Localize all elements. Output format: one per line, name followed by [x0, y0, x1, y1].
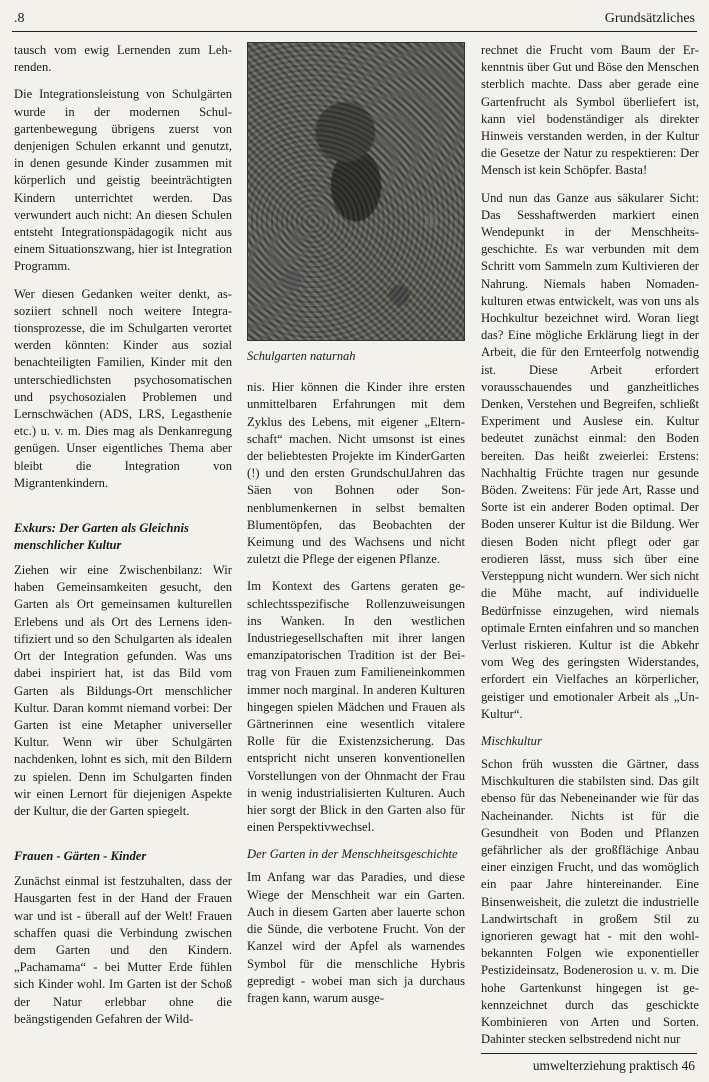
paragraph: Im Kontext des Gartens geraten geschlechtsspezifische Rollenzuweisungen ins Wanken. In den westlichen Industriegesellschaften mit ihrer langen emanzipatorischen Tradition ist der Beitrag von Frauen zum Familieneinkommen immer noch marginal. In anderen Kulturen hingegen spielen Mädchen und Frauen als Gärtnerinnen eine wesentlich vitalere Rolle für die Existenzsicherung. Das entspricht nicht unseren konventionellen Vorstellungen von der Ohnmacht der Frau in wenig industrialisierten Kulturen. Auch hier sorgt der Blick in den Garten also für einen Perspektivwechsel. [247, 579, 465, 835]
paragraph: Und nun das Ganze aus säkularer Sicht: Das Sesshaftwerden markiert einen Wendepunkt in der Menschheitsgeschichte. Es war verbunden mit dem Schritt vom Sammeln zum Kultivieren der Nahrung. Niemals haben Nomadenkulturen etwas entwickelt, was von uns als Hochkultur bezeichnet wird. Woran liegt das? Eine mögliche Erklärung liegt in der Arbeit, die für den Ernteerfolg notwendig ist. Diese Arbeit erfordert vorausschauendes und ganzheitliches Denken, Verstehen und Begreifen, schließt Experiment und Auslese ein. Kultur bedeutet zunächst einmal: den Boden bereiten. Das heißt zweierlei: Erstens: Nachhaltig Früchte tragen nur gesunde Böden. Zweitens: Für jede Art, Rasse und Sorte ist ein anderer Boden optimal. Der Boden unserer Kultur ist die Bildung. Wer diesen Boden nicht pflegt oder gar erodieren lässt, muss sich über eine Versteppung nicht wundern. Wer sich nicht die Mühe macht, auf individuelle Bedürfnisse einzugehen, wird niemals optimale Ernten einfahren und so manchen Verlust riskieren. Kultur ist die Abkehr vom Weg des geringsten Widerstandes, erfordert ein Vielfaches an körperlicher, geistiger und emotionaler Arbeit als „Un-Kultur“. [481, 190, 699, 721]
footer-publication: umwelterziehung praktisch 46 [532, 1058, 695, 1073]
photo-texture [248, 43, 464, 340]
garden-photo [247, 42, 465, 341]
section-heading-exkurs: Exkurs: Der Garten als Gleichnis menschlicher Kultur [14, 521, 189, 553]
photo-caption: Schulgarten naturnah [247, 349, 356, 363]
footer-rule [481, 1053, 697, 1054]
section-heading-frauen: Frauen - Gärten - Kinder [14, 849, 147, 864]
paragraph: nis. Hier können die Kinder ihre ersten unmittelbaren Erfahrungen mit dem Zyklus des Lebens, mit eigener „Elternschaft“ machen. Nicht umsonst ist eines der beliebtesten Projekte im KinderGarten (!) und den ersten GrundschulJahren das Säen von Bohnen oder Sonnenblumenkernen in selbst bemalten Blumentöpfen, das Beobachten der Keimung und des Wachsens und nicht zuletzt die Pflege der eigenen Pflanze. [247, 380, 465, 567]
paragraph: Im Anfang war das Paradies, und diese Wiege der Menschheit war ein Garten. Auch in diesem Garten aber lauerte schon die Sünde, die verbotene Frucht. Von der Kanzel wird der Apfel als warnendes Symbol für die menschliche Hybris gepredigt - wobei man sich ja durchaus fragen kann, warum ausge- [247, 870, 465, 1005]
paragraph: Schon früh wussten die Gärtner, dass Mischkulturen die stabilsten sind. Das gilt ebenso für das Nebeneinander wie für das Nacheinander. Nichts ist für die Gesundheit von Boden und Pflanzen gefährlicher als der großflächige Anbau einer einzigen Frucht, und das womöglich ein paar Jahre hintereinander. Eine Binsenweisheit, die zuletzt die industrielle Landwirtschaft in großem Stil zu ignorieren gewagt hat - mit den wohlbekannten Folgen wie exponentieller Pestizideinsatz, Bodenerosion u. v. m. Die hohe Gartenkunst hingegen ist gekennzeichnet durch das geschickte Kombinieren von Arten und Sorten. Dahinter stecken selbstredend nicht nur [481, 756, 699, 1047]
paragraph: tausch vom ewig Lernenden zum Lehrenden. [14, 43, 232, 75]
section-heading-mischkultur: Mischkultur [481, 733, 542, 748]
column-right [481, 42, 699, 1058]
header-rule [12, 31, 697, 32]
section-heading-menschheit: Der Garten in der Menschheitsgeschichte [247, 847, 458, 862]
column-middle [247, 42, 465, 1017]
column-left [14, 42, 232, 1038]
running-head: Grundsätzliches [604, 11, 695, 26]
paragraph: Zunächst einmal ist festzuhalten, dass der Hausgarten fest in der Hand der Frauen war und ist - überall auf der Welt! Frauen schaffen quasi die Verbindung zwischen dem Garten und den Kindern. „Pachamama“ - bei Mutter Erde fühlen sich Kinder wohl. Im Garten ist der Schoß der Natur erlebbar ohne die beängstigenden Gefahren der Wild- [14, 874, 232, 1026]
paragraph: Ziehen wir eine Zwischenbilanz: Wir haben Gemeinsamkeiten gesucht, den Garten als Ort gemeinsamen kulturellen Erlebens und als Ort des Lernens identifiziert und so den Schulgarten als idealen Ort der Integration gefunden. Was uns dabei inspiriert hat, ist das Bild vom Garten als Bildungs-Ort menschlicher Kultur. Daran kommt niemand vorbei: Der Garten ist eine Metapher universeller Kultur. Wenn wir über Schulgärten nachdenken, lohnt es sich, mit den Bildern zu spielen. Denn im Schulgarten finden wir einen Lernort für diejenigen Aspekte der Kultur, die der Garten spiegelt. [14, 563, 232, 818]
paragraph: Die Integrationsleistung von Schulgärten wurde in der modernen Schulgartenbewegung übrigens zuerst von denjenigen Schulen erkannt und genutzt, in denen gesunde Kinder zusammen mit körperlich und geistig beeinträchtigten Kindern unterrichtet werden. Das verwundert auch nicht: An diesen Schulen entsteht Integrationspädagogik nicht aus einem Situationszwang, hier ist Integration Programm. [14, 87, 232, 274]
paragraph: rechnet die Frucht vom Baum der Erkenntnis über Gut und Böse den Menschen sterblich machte. Dass aber gerade eine Gartenfrucht als Symbol überliefert ist, kann viel bodenständiger als direkter Hinweis verstanden werden, in der Kultur die Gesetze der Natur zu respektieren: Der Mensch ist kein Schöpfer. Basta! [481, 43, 699, 178]
paragraph: Wer diesen Gedanken weiter denkt, assoziiert schnell noch weitere Integrationsprozesse, die im Schulgarten verortet werden könnten: Kinder aus sozial benachteiligten Familien, Kinder mit den unterschiedlichsten psychosomatischen und psychosozialen Problemen und Lernschwächen (ADS, LRS, Legasthenie etc.) u. v. m. Dies mag als Denkanregung genügen. Unser eigentliches Thema aber bleibt die Integration von Migrantenkindern. [14, 286, 232, 490]
page-number: .8 [14, 11, 25, 26]
